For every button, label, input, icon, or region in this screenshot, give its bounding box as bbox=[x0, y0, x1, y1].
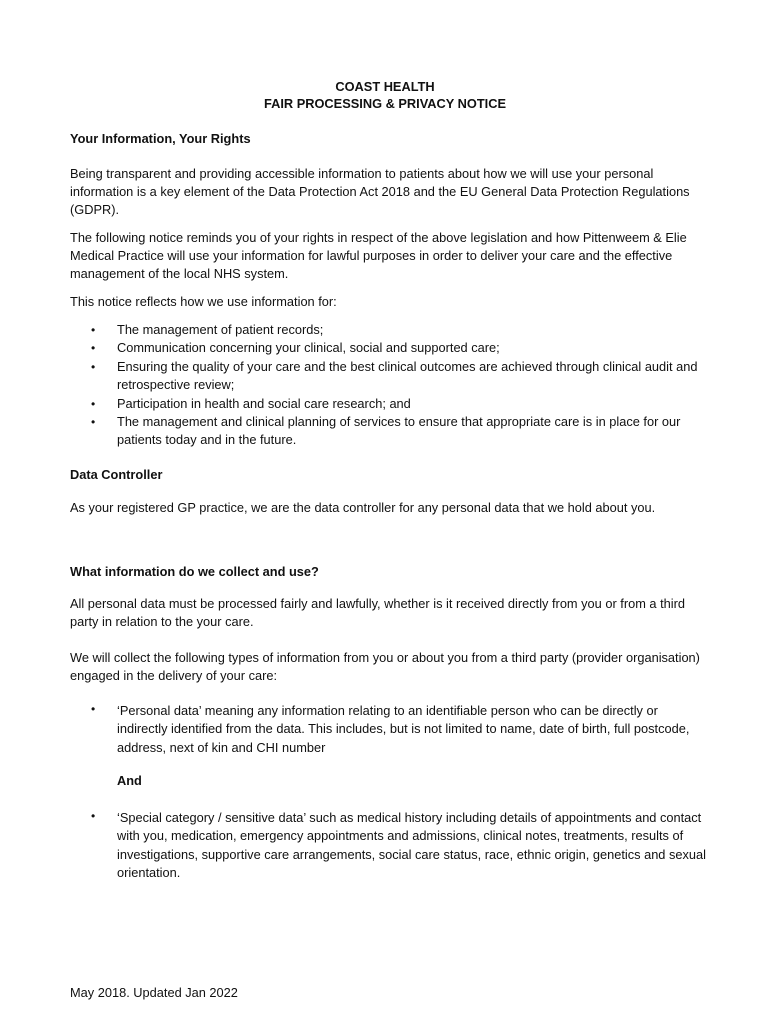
collect-paragraph-1: All personal data must be processed fairly and lawfully, whether is it received directly from you or from a third party in relation to the your care. bbox=[70, 596, 685, 629]
bullet-icon: • bbox=[91, 702, 96, 716]
bullet-icon: • bbox=[91, 341, 96, 356]
personal-data-item bbox=[70, 702, 710, 757]
rights-paragraph-2: The following notice reminds you of your rights in respect of the above legislation and how Pittenweem & Elie Medical Practice will use your information for lawful purposes in order to deliver your care and the effective management of the local NHS system. bbox=[70, 230, 687, 281]
bullet-icon: • bbox=[91, 396, 96, 411]
and-label: And bbox=[117, 773, 142, 788]
bullet-icon: • bbox=[91, 323, 96, 337]
collect-heading: What information do we collect and use? bbox=[70, 564, 319, 579]
controller-heading: Data Controller bbox=[70, 467, 163, 482]
footer-date: May 2018. Updated Jan 2022 bbox=[70, 985, 238, 1000]
bullet-icon: • bbox=[91, 809, 96, 823]
bullet-icon: • bbox=[91, 359, 96, 374]
list-item: • Ensuring the quality of your care and the best clinical outcomes are achieved through clinical audit and retrospective review; bbox=[91, 358, 698, 393]
personal-data-text: ‘Personal data’ meaning any information relating to an identifiable person who can be directly or indirectly identified from the data. This includes, but is not limited to name, date of birth, full postcode, address, next of kin and CHI number bbox=[117, 703, 690, 755]
list-item: • The management of patient records; bbox=[70, 321, 710, 339]
org-title: COAST HEALTH bbox=[335, 79, 435, 94]
rights-paragraph-3: This notice reflects how we use information for: bbox=[70, 294, 337, 309]
special-data-text: ‘Special category / sensitive data’ such as medical history including details of appointments and contact with you, medication, emergency appointments and admissions, clinical notes, treatments, results of investigations, supportive care arrangements, social care status, race, ethnic origin, genetics and sexual orientation. bbox=[117, 810, 706, 881]
rights-heading: Your Information, Your Rights bbox=[70, 131, 251, 146]
controller-paragraph: As your registered GP practice, we are the data controller for any personal data that we hold about you. bbox=[70, 500, 656, 515]
bullet-icon: • bbox=[91, 415, 96, 430]
uses-list bbox=[70, 321, 710, 450]
rights-paragraph-1: Being transparent and providing accessible information to patients about how we will use your personal information is a key element of the Data Protection Act 2018 and the EU General Data Protection Regulations (GDPR). bbox=[70, 166, 690, 217]
list-item: • Participation in health and social care research; and bbox=[70, 395, 710, 413]
notice-title: FAIR PROCESSING & PRIVACY NOTICE bbox=[264, 96, 506, 111]
collect-paragraph-2: We will collect the following types of information from you or about you from a third party (provider organisation) engaged in the delivery of your care: bbox=[70, 650, 700, 683]
list-item: • The management and clinical planning of services to ensure that appropriate care is in place for our patients today and in the future. bbox=[91, 414, 681, 448]
list-item: • Communication concerning your clinical, social and supported care; bbox=[70, 339, 710, 357]
special-data-item bbox=[70, 809, 710, 883]
